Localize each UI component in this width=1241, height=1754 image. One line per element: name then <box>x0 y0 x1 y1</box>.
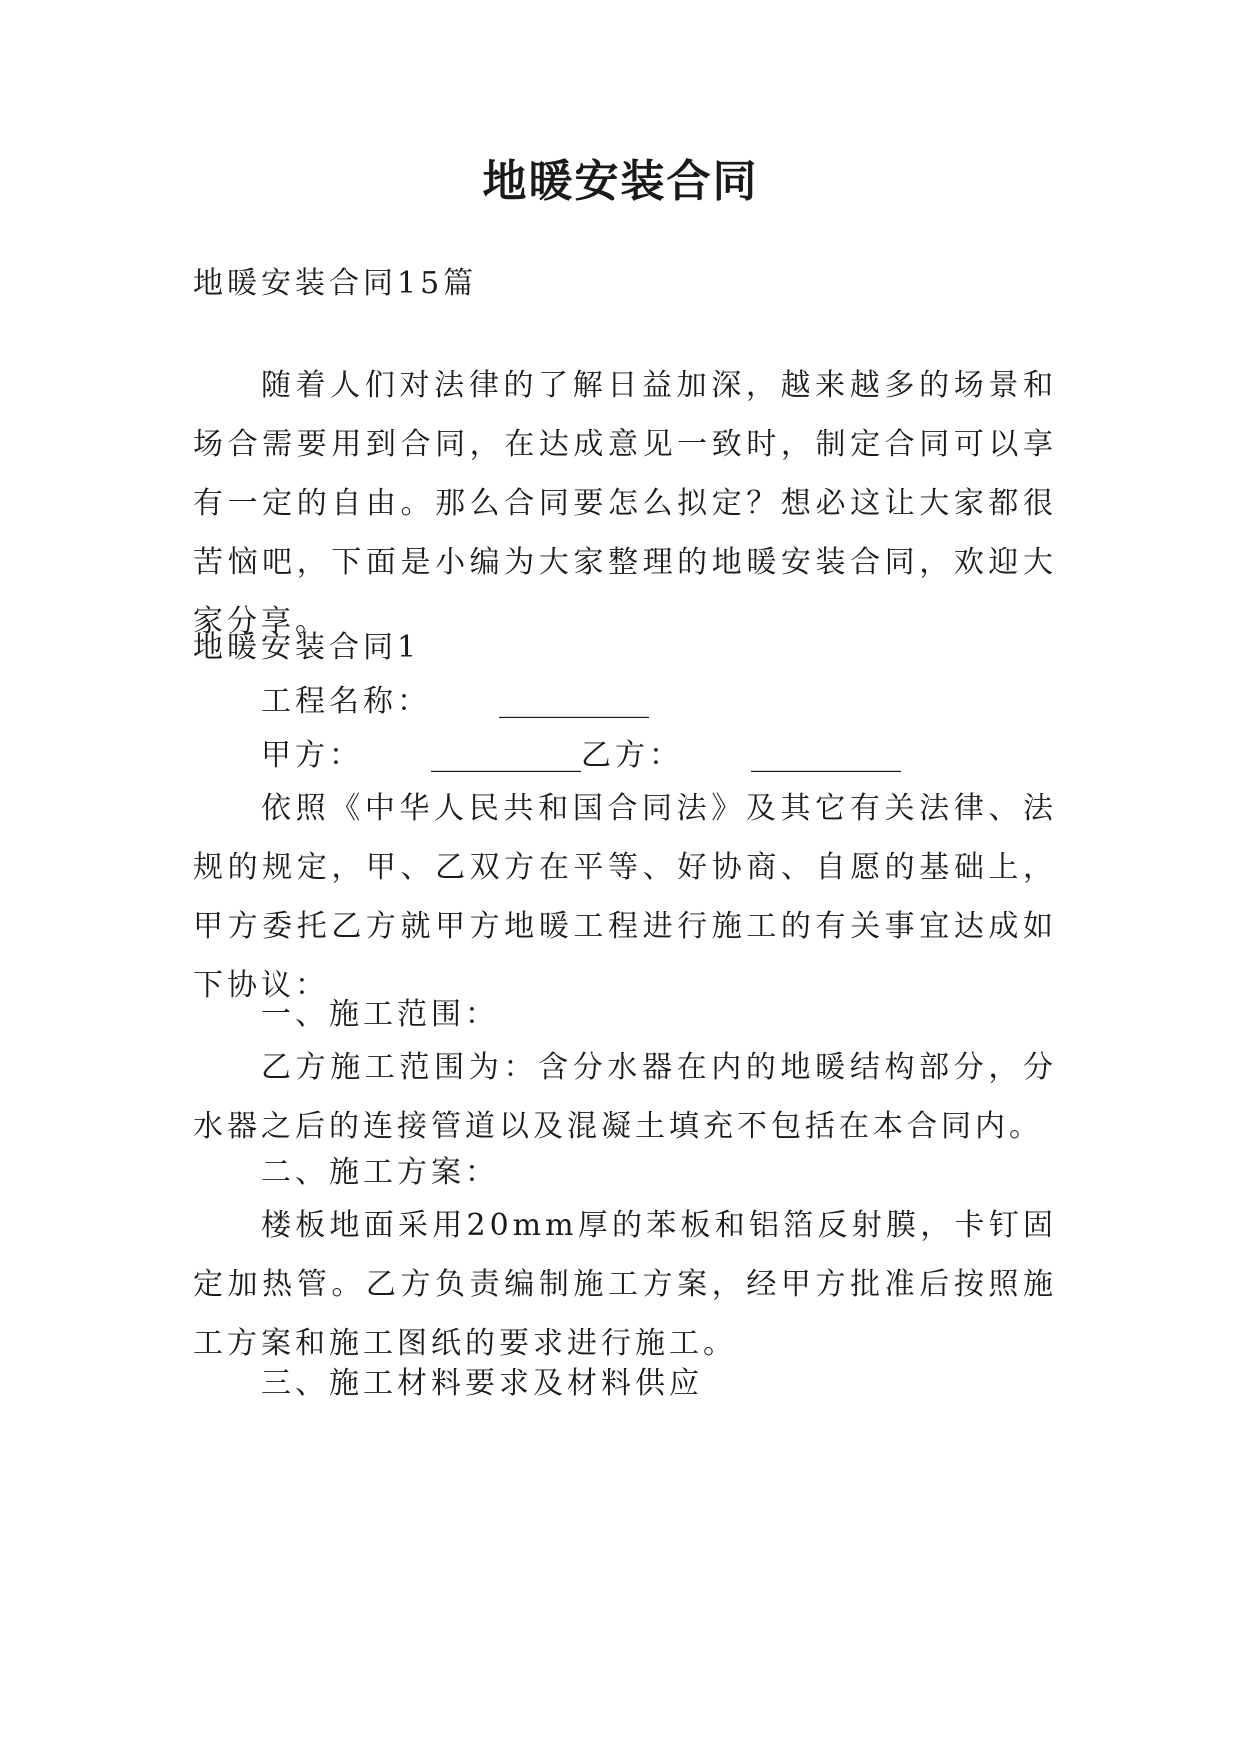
party-b-blank: __________ <box>751 738 901 773</box>
clause1-text: 乙方施工范围为：含分水器在内的地暖结构部分，分水器之后的连接管道以及混凝土填充不包括在本合同内。 <box>193 1050 1057 1144</box>
document-title: 地暖安装合同 <box>482 156 759 207</box>
preamble-paragraph: 依照《中华人民共和国合同法》及其它有关法律、法规的规定，甲、乙双方在平等、好协商、自愿的基础上，甲方委托乙方就甲方地暖工程进行施工的有关事宜达成如下协议： <box>193 791 1057 1003</box>
intro-paragraph: 随着人们对法律的了解日益加深，越来越多的场景和场合需要用到合同，在达成意见一致时，制定合同可以享有一定的自由。那么合同要怎么拟定？想必这让大家都很苦恼吧，下面是小编为大家整理的地暖安装合同，欢迎大家分享。 <box>193 368 1057 639</box>
project-name-line <box>193 672 1057 731</box>
parties-line <box>193 726 1057 785</box>
section-heading: 地暖安装合同1 <box>193 630 421 665</box>
party-a-label: 甲方： <box>261 738 363 773</box>
party-b-label: 乙方： <box>581 738 683 773</box>
project-name-blank: __________ <box>499 684 649 719</box>
project-name-label: 工程名称： <box>261 684 431 719</box>
clause2-text: 楼板地面采用20mm厚的苯板和铝箔反射膜，卡钉固定加热管。乙方负责编制施工方案，经甲方批准后按照施工方案和施工图纸的要求进行施工。 <box>193 1208 1057 1361</box>
clause2-heading: 二、施工方案： <box>261 1155 499 1190</box>
clause1-heading: 一、施工范围： <box>261 997 499 1032</box>
clause3-heading: 三、施工材料要求及材料供应 <box>261 1366 703 1401</box>
party-a-blank: __________ <box>431 738 581 773</box>
document-subtitle: 地暖安装合同15篇 <box>193 266 478 301</box>
